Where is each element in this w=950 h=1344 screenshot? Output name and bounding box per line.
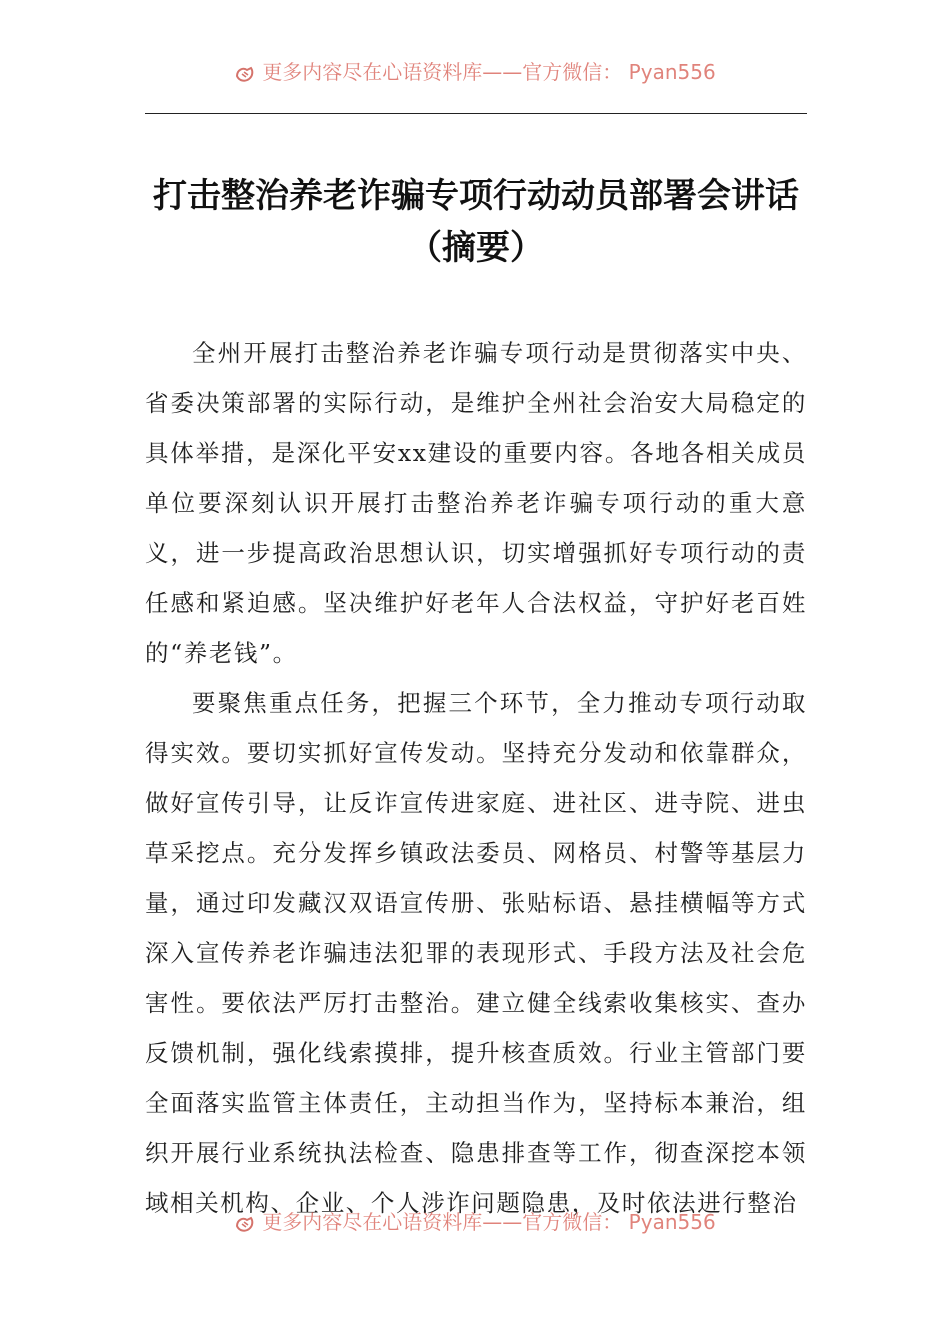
document-title: 打击整治养老诈骗专项行动动员部署会讲话（摘要） — [153, 176, 799, 268]
document-body — [145, 328, 807, 1228]
header-divider — [145, 113, 807, 114]
header-banner-text: 更多内容尽在心语资料库——官方微信： Pyan556 — [262, 60, 716, 84]
footer-watermark — [0, 1206, 950, 1235]
header-watermark — [0, 56, 950, 85]
handshake-logo-icon — [234, 62, 256, 84]
paragraph-2: 要聚焦重点任务，把握三个环节，全力推动专项行动取得实效。要切实抓好宣传发动。坚持充分发动和依靠群众，做好宣传引导，让反诈宣传进家庭、进社区、进寺院、进虫草采挖点。充分发挥乡镇政法委员、网格员、村警等基层力量，通过印发藏汉双语宣传册、张贴标语、悬挂横幅等方式深入宣传养老诈骗违法犯罪的表现形式、手段方法及社会危害性。要依法严厉打击整治。建立健全线索收集核实、查办反馈机制，强化线索摸排，提升核查质效。行业主管部门要全面落实监管主体责任，主动担当作为，坚持标本兼治，组织开展行业系统执法检查、隐患排查等工作，彻查深挖本领域相关机构、企业、个人涉诈问题隐患，及时依法进行整治 — [145, 689, 807, 1217]
handshake-logo-icon — [234, 1212, 256, 1234]
paragraph-1: 全州开展打击整治养老诈骗专项行动是贯彻落实中央、省委决策部署的实际行动，是维护全州社会治安大局稳定的具体举措，是深化平安xx建设的重要内容。各地各相关成员单位要深刻认识开展打击整治养老诈骗专项行动的重大意义，进一步提高政治思想认识，切实增强抓好专项行动的责任感和紧迫感。坚决维护好老年人合法权益，守护好老百姓的“养老钱”。 — [145, 339, 807, 667]
footer-banner-text: 更多内容尽在心语资料库——官方微信： Pyan556 — [262, 1210, 716, 1234]
